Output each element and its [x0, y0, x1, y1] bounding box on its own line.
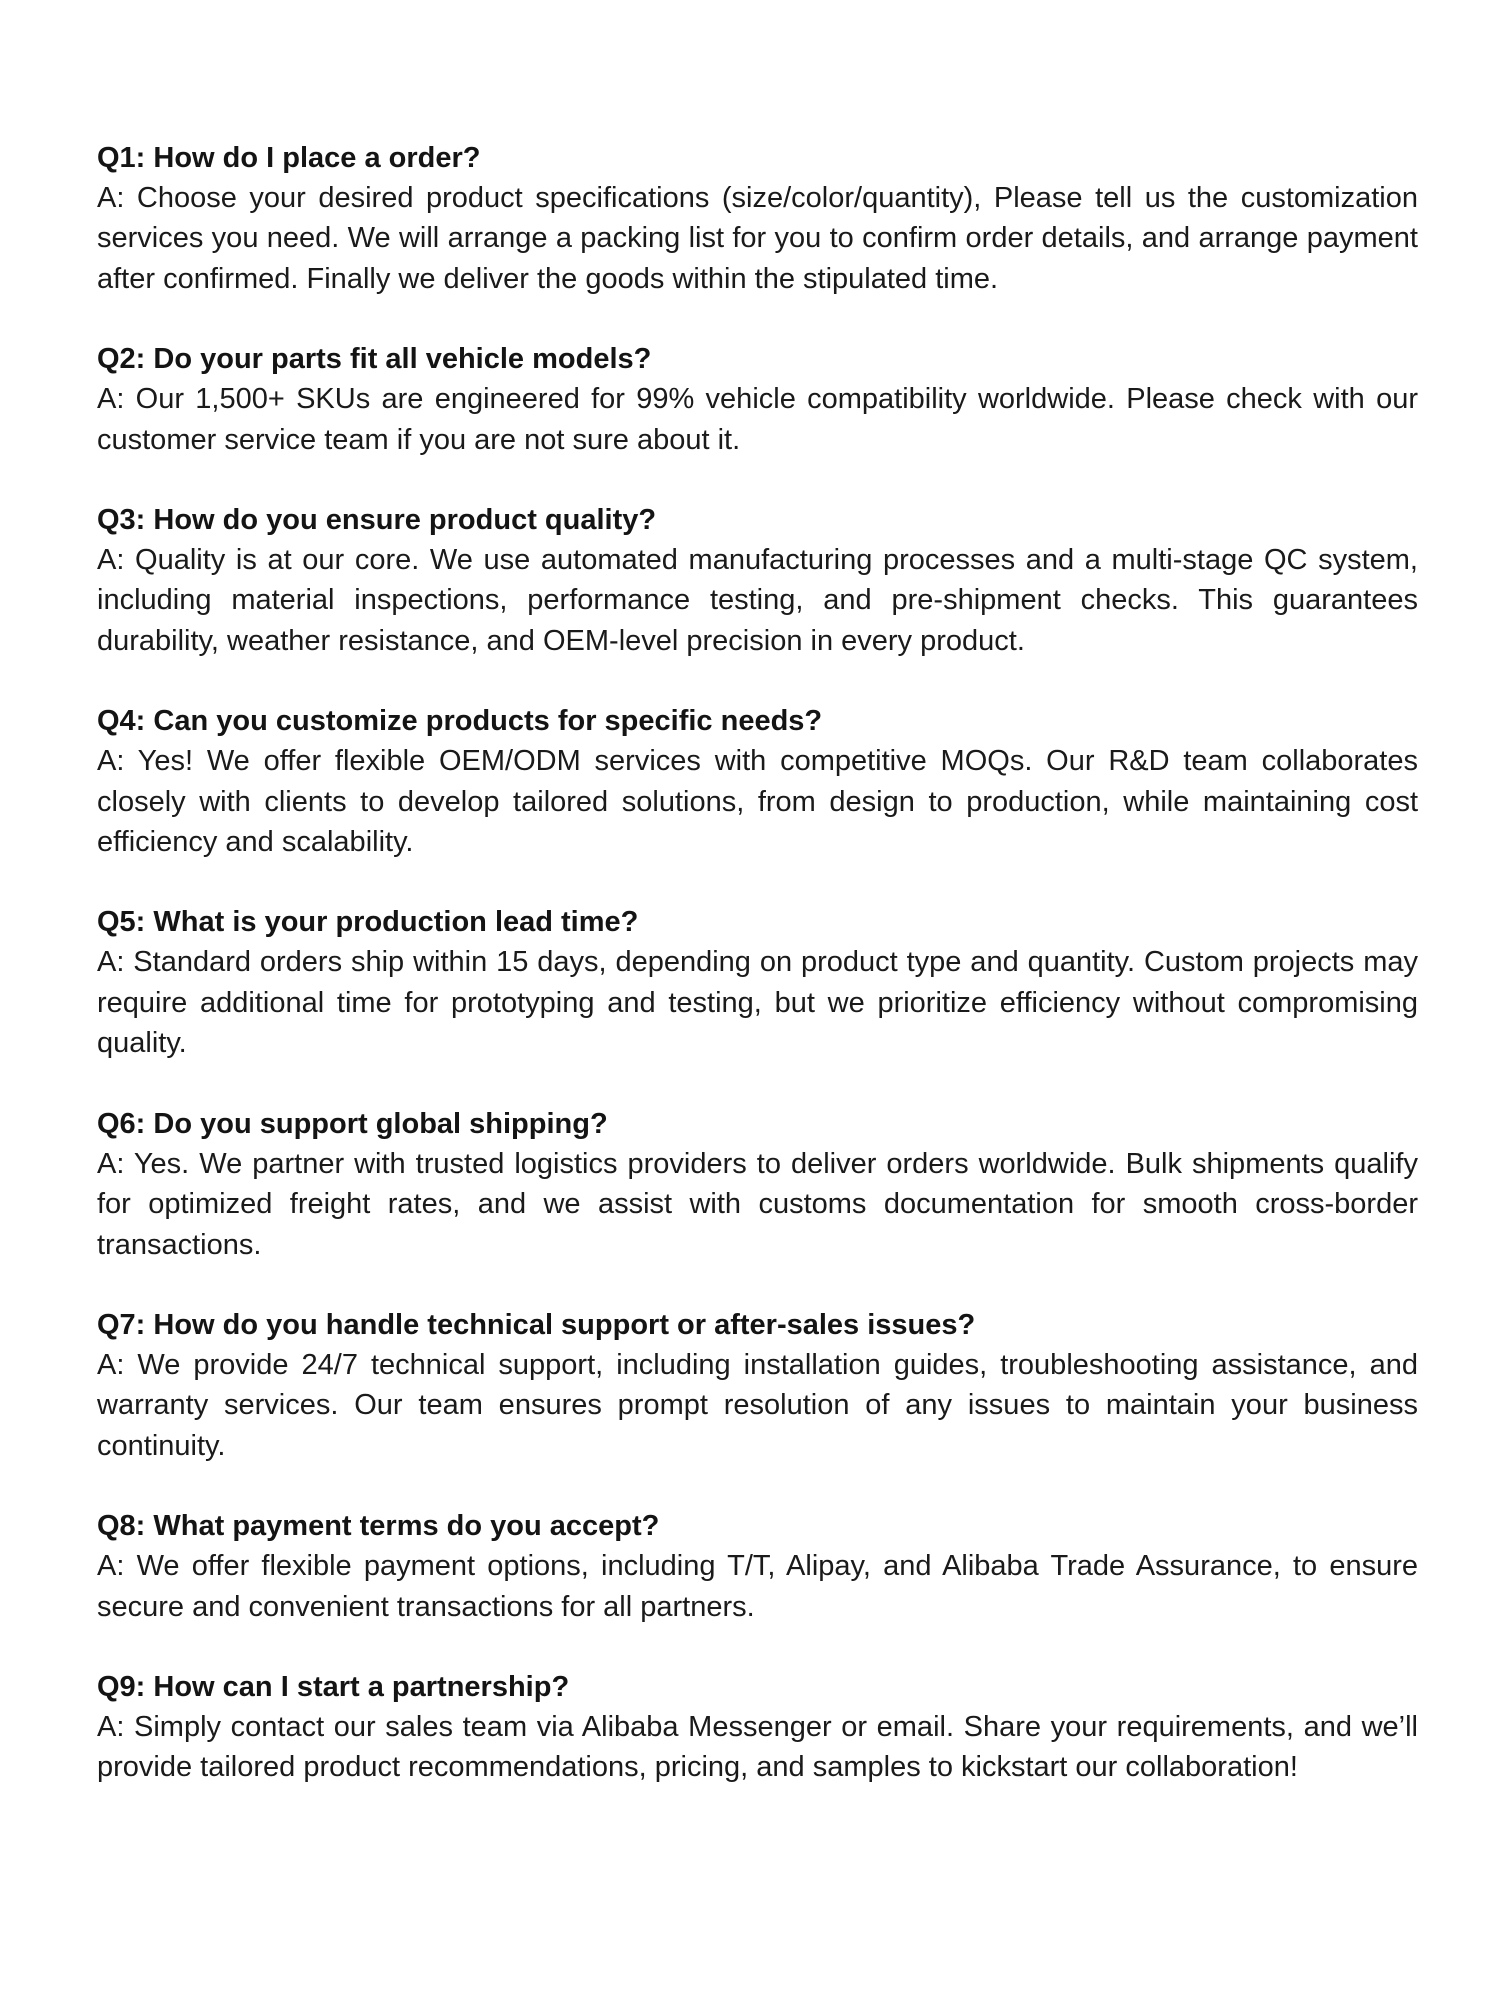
faq-answer: A: Choose your desired product specifications (size/color/quantity), Please tell us the customization services you need. We will arrange a packing list for you to confirm order details, and arrange payment after confirmed. Finally we deliver the goods within the stipulated time.	[97, 182, 1418, 295]
faq-item-q9	[97, 1667, 1418, 1788]
faq-question: Q8: What payment terms do you accept?	[97, 1510, 660, 1543]
faq-answer: A: Standard orders ship within 15 days, depending on product type and quantity. Custom projects may require additional time for prototyping and testing, but we prioritize efficiency without compromising quality.	[97, 946, 1418, 1060]
faq-item-q6	[97, 1104, 1418, 1265]
faq-question: Q2: Do your parts fit all vehicle models?	[97, 343, 652, 376]
faq-answer: A: We offer flexible payment options, including T/T, Alipay, and Alibaba Trade Assurance, to ensure secure and convenient transactions for all partners.	[97, 1550, 1418, 1623]
faq-item-q4	[97, 701, 1418, 862]
faq-question: Q4: Can you customize products for specific needs?	[97, 705, 823, 738]
faq-answer: A: We provide 24/7 technical support, including installation guides, troubleshooting assistance, and warranty services. Our team ensures prompt resolution of any issues to maintain your business continuity.	[97, 1348, 1418, 1462]
faq-answer: A: Yes. We partner with trusted logistics providers to deliver orders worldwide. Bulk shipments qualify for optimized freight rates, and we assist with customs documentation for smooth cross-border transactions.	[97, 1147, 1418, 1261]
faq-answer: A: Our 1,500+ SKUs are engineered for 99% vehicle compatibility worldwide. Please check with our customer service team if you are not sure about it.	[97, 383, 1418, 456]
faq-question: Q1: How do I place a order?	[97, 142, 481, 174]
faq-question: Q9: How can I start a partnership?	[97, 1670, 570, 1703]
faq-answer: A: Yes! We offer flexible OEM/ODM services with competitive MOQs. Our R&D team collaborates closely with clients to develop tailored solutions, from design to production, while maintaining cost efficiency and scalability.	[97, 745, 1418, 859]
faq-item-q5	[97, 902, 1418, 1063]
faq-item-q8	[97, 1506, 1418, 1627]
faq-item-q1	[97, 138, 1418, 299]
faq-item-q2	[97, 339, 1418, 460]
faq-answer: A: Quality is at our core. We use automated manufacturing processes and a multi-stage QC system, including material inspections, performance testing, and pre-shipment checks. This guarantees durability, weather resistance, and OEM-level precision in every product.	[97, 544, 1418, 657]
faq-item-q7	[97, 1305, 1418, 1466]
faq-list	[97, 138, 1418, 1828]
faq-item-q3	[97, 500, 1418, 661]
faq-question: Q5: What is your production lead time?	[97, 906, 639, 939]
faq-question: Q3: How do you ensure product quality?	[97, 504, 657, 537]
faq-answer: A: Simply contact our sales team via Alibaba Messenger or email. Share your requirements, and we’ll provide tailored product recommendations, pricing, and samples to kickstart our collaboration!	[97, 1710, 1418, 1784]
faq-question: Q7: How do you handle technical support or after-sales issues?	[97, 1308, 976, 1341]
faq-question: Q6: Do you support global shipping?	[97, 1107, 608, 1140]
